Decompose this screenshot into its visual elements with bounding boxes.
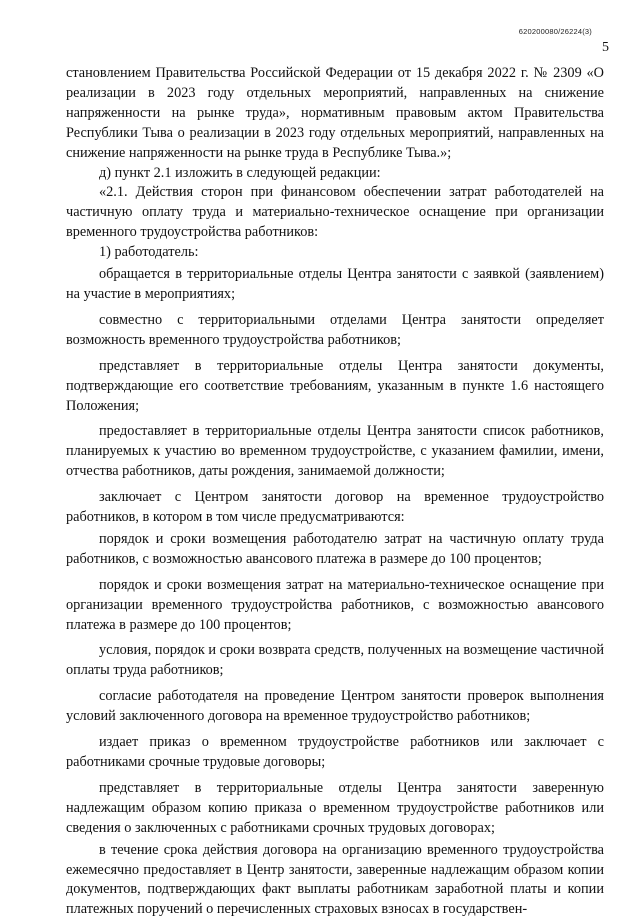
paragraph: представляет в территориальные отделы Центра занятости заверенную надлежащим образом копию приказа о временном трудоустройстве работников или сведения о заключенных с работниками срочных трудовых договорах; — [66, 779, 604, 836]
paragraph: д) пункт 2.1 изложить в следующей редакции: — [99, 164, 381, 181]
paragraph: порядок и сроки возмещения работодателю затрат на частичную оплату труда работников, с возможностью авансового платежа в размере до 100 процентов; — [66, 530, 604, 567]
document-registration-number: 620200080/26224(3) — [518, 27, 592, 36]
paragraph: порядок и сроки возмещения затрат на материально-техническое оснащение при организации временного трудоустройства работников, с возможностью авансового платежа в размере до 100 процентов; — [66, 576, 604, 633]
paragraph: заключает с Центром занятости договор на временное трудоустройство работников, в котором в том числе предусматриваются: — [66, 489, 604, 526]
paragraph: совместно с территориальными отделами Центра занятости определяет возможность временного трудоустройства работников; — [66, 311, 604, 348]
paragraph: становлением Правительства Российской Федерации от 15 декабря 2022 г. № 2309 «О реализации в 2023 году отдельных мероприятий, направленных на снижение напряженности на рынке труда», нормативным правовым актом Правительства Республики Тыва о реализации в 2023 году отдельных мероприятий, направленных на снижение напряженности на рынке труда в Республике Тыва.»; — [66, 65, 604, 161]
paragraph: «2.1. Действия сторон при финансовом обеспечении затрат работодателей на частичную оплату труда и материально-техническое оснащение при организации временного трудоустройства работников: — [66, 184, 604, 241]
paragraph: издает приказ о временном трудоустройстве работников или заключает с работниками срочные трудовые договоры; — [66, 734, 604, 770]
paragraph: обращается в территориальные отделы Центра занятости с заявкой (заявлением) на участие в мероприятиях; — [66, 266, 604, 302]
page-number: 5 — [602, 40, 609, 55]
document-body — [66, 64, 604, 920]
paragraph: условия, порядок и сроки возврата средств, полученных на возмещение частичной оплаты труда работников; — [66, 642, 604, 679]
paragraph: в течение срока действия договора на организацию временного трудоустройства ежемесячно предоставляет в Центр занятости, заверенные надлежащим образом копии документов, подтверждающих факт выплаты работникам заработной платы и копии платежных поручений о перечисленных страховых взносах в государствен- — [66, 841, 604, 918]
paragraph: предоставляет в территориальные отделы Центра занятости список работников, планируемых к участию во временном трудоустройстве, с указанием фамилии, имени, отчества работников, даты рождения, занимаемой должности; — [66, 423, 604, 480]
paragraph: 1) работодатель: — [99, 244, 199, 261]
paragraph: представляет в территориальные отделы Центра занятости документы, подтверждающие его соответствие требованиям, указанным в пункте 1.6 настоящего Положения; — [66, 357, 604, 414]
paragraph: согласие работодателя на проведение Центром занятости проверок выполнения условий заключенного договора на временное трудоустройство работников; — [66, 688, 604, 725]
